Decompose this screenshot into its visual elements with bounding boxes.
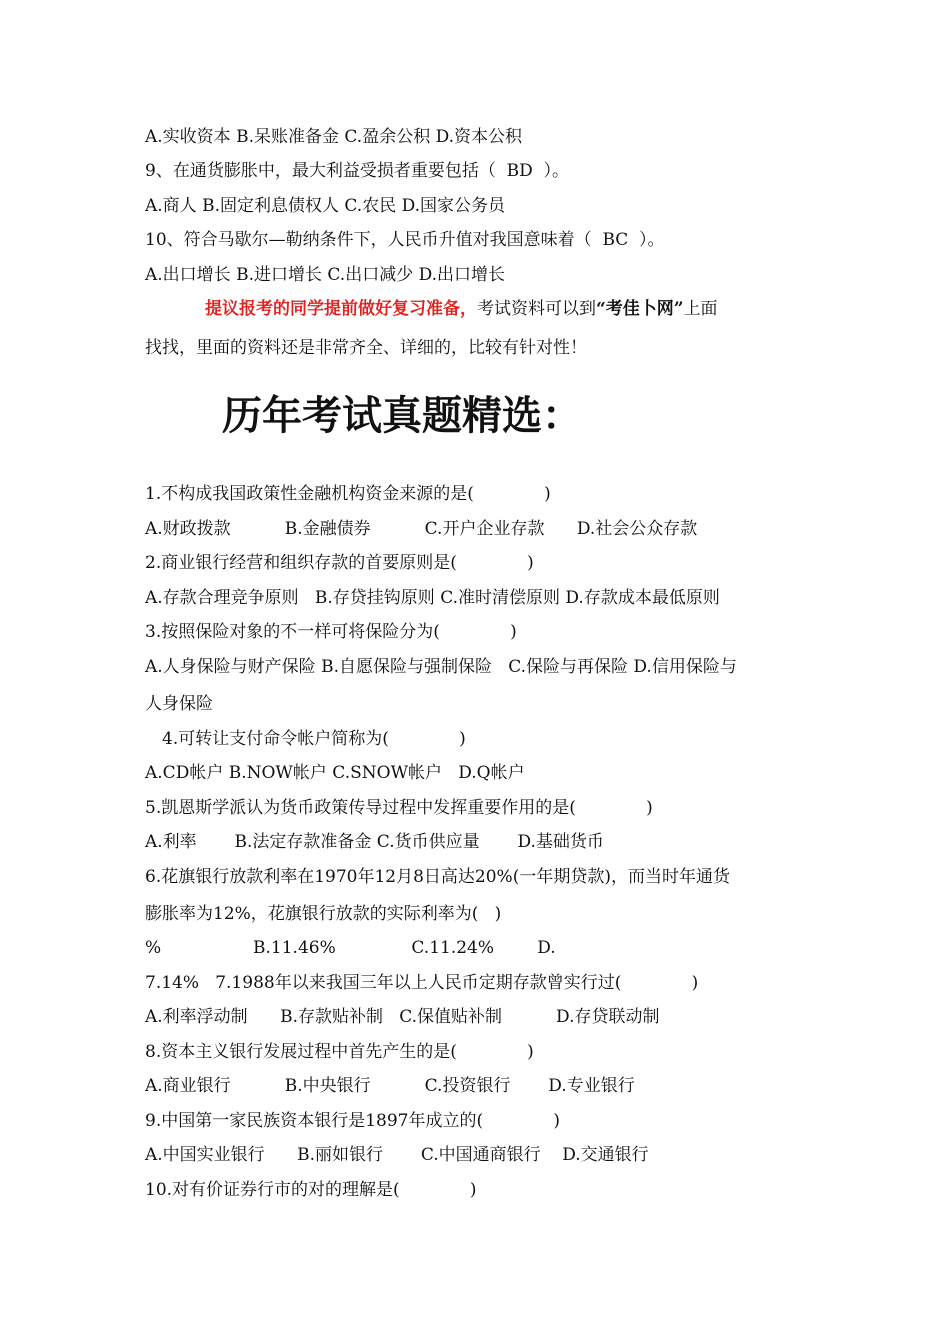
advice-text: 考试资料可以到 [477,299,596,319]
question-line: 8.资本主义银行发展过程中首先产生的是( ) [145,1042,534,1062]
question-line: 9.中国第一家民族资本银行是1897年成立的( ) [145,1111,560,1131]
options-line: A.存款合理竞争原则 B.存贷挂钩原则 C.准时清偿原则 D.存款成本最低原则 [145,588,720,608]
question-line: 6.花旗银行放款利率在1970年12月8日高达20%(一年期贷款)，而当时年通货 [145,867,730,887]
question-10: 10、符合马歇尔—勒纳条件下，人民币升值对我国意味着（ BC ）。 [145,230,665,250]
question-9: 9、在通货膨胀中，最大利益受损者重要包括（ BD ）。 [145,161,570,181]
advice-highlight: 提议报考的同学提前做好复习准备， [205,299,477,319]
question-line: 膨胀率为12%，花旗银行放款的实际利率为( ) [145,904,502,924]
options-line: A.CD帐户 B.NOW帐户 C.SNOW帐户 D.Q帐户 [145,763,525,783]
question-line: 2.商业银行经营和组织存款的首要原则是( ) [145,553,534,573]
options-line: A.中国实业银行 B.丽如银行 C.中国通商银行 D.交通银行 [145,1145,649,1165]
options-line: A.人身保险与财产保险 B.自愿保险与强制保险 C.保险与再保险 D.信用保险与 [145,657,737,677]
advice-line-2: 找找，里面的资料还是非常齐全、详细的，比较有针对性！ [145,338,587,358]
advice-line [205,298,718,320]
advice-tail: 上面 [683,299,718,319]
site-name: “考佳卜网” [596,299,684,319]
options-line: A.财政拨款 B.金融债券 C.开户企业存款 D.社会公众存款 [145,519,698,539]
options-line: A.实收资本 B.呆账准备金 C.盈余公积 D.资本公积 [145,127,523,147]
section-heading: 历年考试真题精选： [222,393,582,439]
question-line: 3.按照保险对象的不一样可将保险分为( ) [145,622,517,642]
question-line: 4.可转让支付命令帐户简称为( ) [162,729,466,749]
question-line: 7.14% 7.1988年以来我国三年以上人民币定期存款曾实行过( ) [145,973,699,993]
options-line: % B.11.46% C.11.24% D. [145,938,556,958]
options-line: A.商人 B.固定利息债权人 C.农民 D.国家公务员 [145,196,506,216]
question-line: 1.不构成我国政策性金融机构资金来源的是( ) [145,484,551,504]
question-line: 10.对有价证券行市的对的理解是( ) [145,1180,477,1200]
options-line: A.利率 B.法定存款准备金 C.货币供应量 D.基础货币 [145,832,604,852]
question-line: 5.凯恩斯学派认为货币政策传导过程中发挥重要作用的是( ) [145,798,653,818]
options-line: A.商业银行 B.中央银行 C.投资银行 D.专业银行 [145,1076,635,1096]
options-line: 人身保险 [145,694,213,714]
options-line: A.出口增长 B.进口增长 C.出口减少 D.出口增长 [145,265,506,285]
options-line: A.利率浮动制 B.存款贴补制 C.保值贴补制 D.存贷联动制 [145,1007,660,1027]
